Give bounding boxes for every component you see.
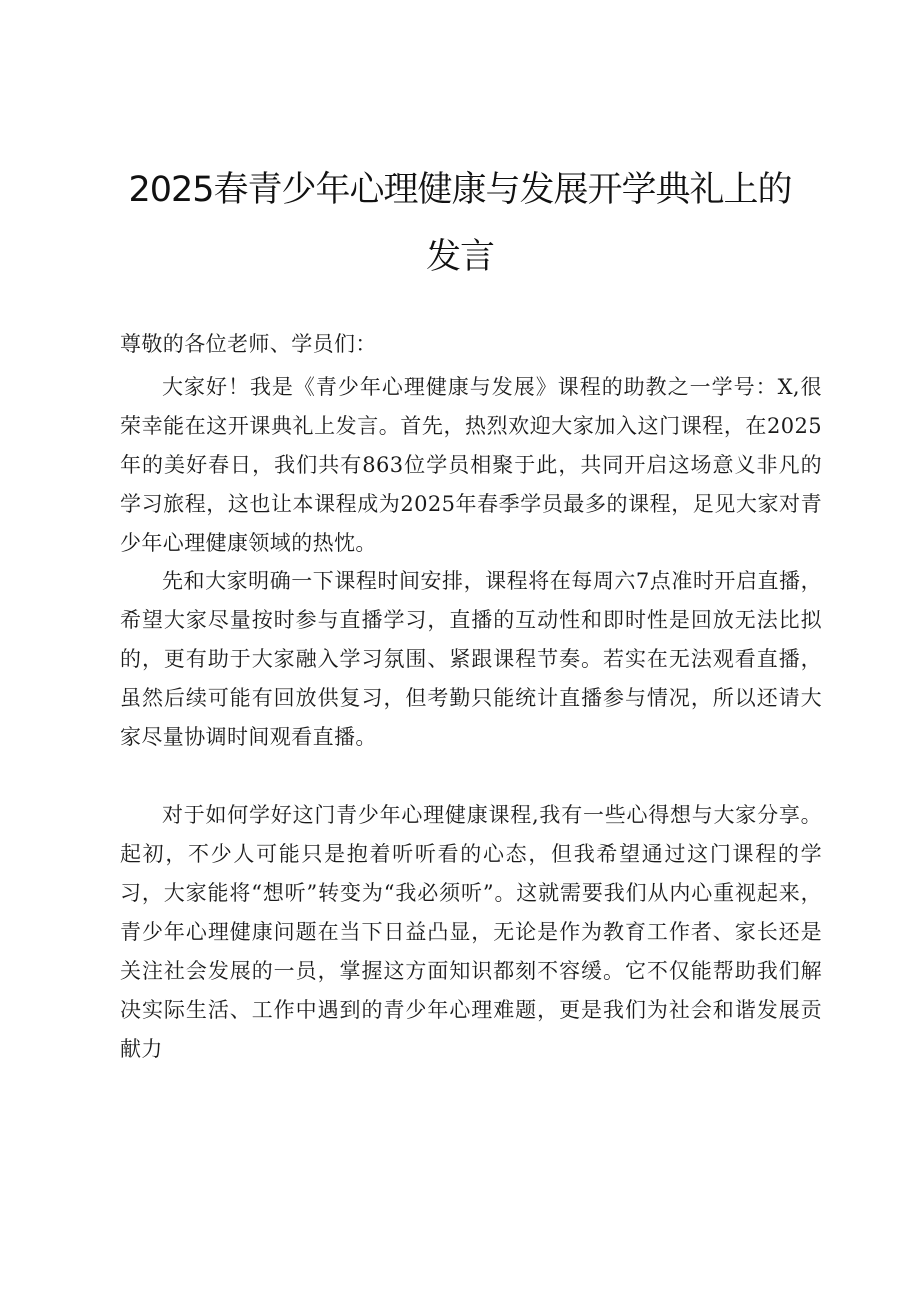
document-title-line1: 2025春青少年心理健康与发展开学典礼上的 bbox=[128, 170, 792, 210]
paragraph-schedule: 先和大家明确一下课程时间安排，课程将在每周六7点准时开启直播，希望大家尽量按时参与直播学习，直播的互动性和即时性是回放无法比拟的，更有助于大家融入学习氛围、紧跟课程节奏。若实在无法观看直播，虽然后续可能有回放供复习，但考勤只能统计直播参与情况，所以还请大家尽量协调时间观看直播。 bbox=[120, 569, 822, 749]
salutation: 尊敬的各位老师、学员们： bbox=[120, 332, 377, 356]
paragraph-welcome: 大家好！我是《青少年心理健康与发展》课程的助教之一学号：X,很荣幸能在这开课典礼上发言。首先，热烈欢迎大家加入这门课程，在2025年的美好春日，我们共有863位学员相聚于此，共同开启这场意义非凡的学习旅程，这也让本课程成为2025年春季学员最多的课程，足见大家对青少年心理健康领域的热忱。 bbox=[120, 375, 822, 555]
document-title-line2: 发言 bbox=[425, 237, 494, 277]
paragraph-study-advice: 对于如何学好这门青少年心理健康课程,我有一些心得想与大家分享。起初，不少人可能只是抱着听听看的心态，但我希望通过这门课程的学习，大家能将“想听”转变为“我必须听”。这就需要我们从内心重视起来，青少年心理健康问题在当下日益凸显，无论是作为教育工作者、家长还是关注社会发展的一员，掌握这方面知识都刻不容缓。它不仅能帮助我们解决实际生活、工作中遇到的青少年心理难题，更是我们为社会和谐发展贡献力 bbox=[120, 803, 822, 1061]
